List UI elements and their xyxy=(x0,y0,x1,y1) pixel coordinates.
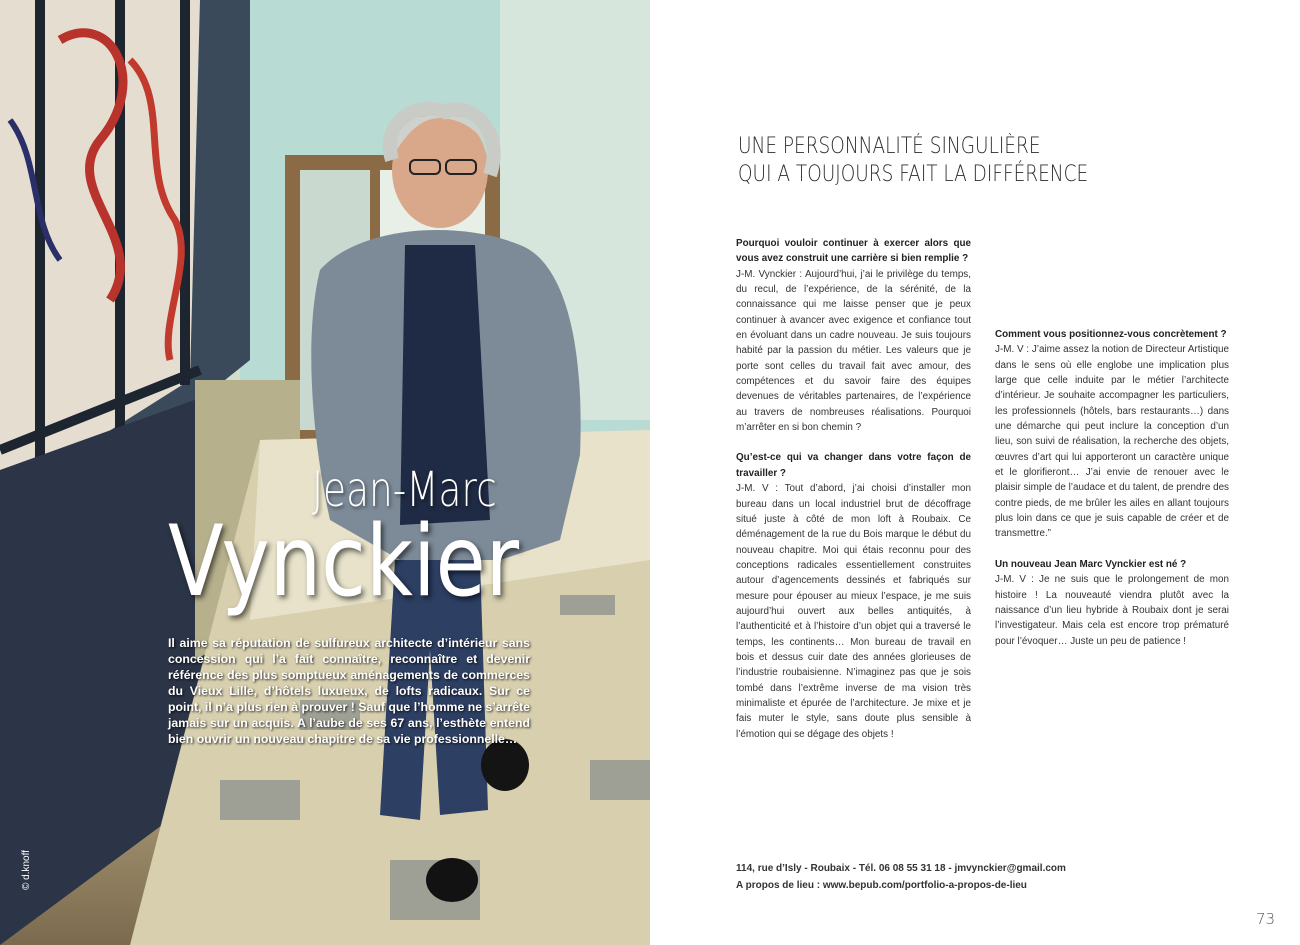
question-1: Pourquoi vouloir continuer à exercer alors que vous avez construit une carrière si bien remplie ? xyxy=(736,238,971,265)
contact-footer xyxy=(736,860,1066,894)
photo-credit: © d.knoff xyxy=(21,850,32,890)
intro-paragraph: Il aime sa réputation de sulfureux architecte d’intérieur sans concession qui l’a fait connaître, reconnaître et devenir référence des plus somptueux aménagements de commerces du Vieux Lille, d’hôtels luxueux, de lofts radicaux. Sur ce point, il n’a plus rien à prouver ! Sauf que l’homme ne s’arrête jamais sur un acquis. A l’aube de ses 67 ans, l’esthète entend bien ouvrir un nouveau chapitre de sa vie professionnelle… xyxy=(168,636,530,746)
article-heading xyxy=(738,133,1088,189)
answer-3: J-M. V : J’aime assez la notion de Directeur Artistique dans le sens où elle englobe une implication plus large que celle induite par le métier l’architecte d’intérieur. Je souhaite accompagner les particuliers, les professionnels (hôtels, bars restaurants…) dans une démarche qui peut inclure la conception d’un lieu, son suivi de réalisation, la recherche des objets, œuvres d’art qui lui apporteront un caractère unique et le glorifieront… J’ai envie de renouer avec le plaisir simple de l’audace et du talent, de prendre des contre pieds, de me brûler les ailes en allant toujours plus loin dans ce que je suis capable de créer et de transmettre.” xyxy=(995,344,1229,540)
answer-1: J-M. Vynckier : Aujourd’hui, j’ai le privilège du temps, du recul, de l’expérience, de la sérénité, de la connaissance qui me laisse penser que je peux continuer à avancer avec exigence et confiance tout en évoluant dans un cadre nouveau. Je suis toujours habité par la passion du métier. Les valeurs que je porte sont celles du travail fait avec amour, des compétences et du savoir faire des équipes devenues de véritables partenaires, de l’expérience au travers de nombreuses réalisations. Pourquoi m’arrêter en si bon chemin ? xyxy=(736,268,971,434)
article-column-right xyxy=(995,327,1229,649)
heading-line-2: QUI A TOUJOURS FAIT LA DIFFÉRENCE xyxy=(738,162,1089,187)
answer-2: J-M. V : Tout d’abord, j’ai choisi d’installer mon bureau dans un local industriel brut de décoffrage situé juste à côté de mon loft à Roubaix. Ce déménagement de la rue du Bois marque le début du nouveau chapitre. Moi qui étais reconnu pour des conceptions radicales essentiellement construites autour d’agencements dessinés et fabriqués sur mesure pour épouser au mieux l’espace, je me suis aujourd’hui ouvert aux belles antiquités, à l’authenticité et à l’histoire d’un objet qui a traversé le temps, les continents… Mon bureau de travail en bois et dessus cuir date des années glorieuses de l’industrie roubaisienne. N’imaginez pas que je sois tombé dans l’extrême inverse de ma vision très minimaliste et épurée de l’architecture. Je mixe et je fais muter le style, sans doute plus sensible à l’émotion qui se dégage des objets ! xyxy=(736,483,971,740)
website-line: A propos de lieu : www.bepub.com/portfolio-a-propos-de-lieu xyxy=(736,880,1027,891)
subject-last-name: Vynckier xyxy=(168,505,520,619)
article-column-left xyxy=(736,236,971,742)
subject-first-name: Jean-Marc xyxy=(312,462,497,518)
page-number: 73 xyxy=(1256,910,1276,928)
question-2: Qu’est-ce qui va changer dans votre façon de travailler ? xyxy=(736,452,971,479)
question-3: Comment vous positionnez-vous concrètement ? xyxy=(995,329,1227,340)
question-4: Un nouveau Jean Marc Vynckier est né ? xyxy=(995,558,1187,570)
contact-line: 114, rue d’Isly - Roubaix - Tél. 06 08 55 31 18 - jmvynckier@gmail.com xyxy=(736,863,1066,874)
answer-4: J-M. V : Je ne suis que le prolongement de mon histoire ! La nouveauté viendra plutôt avec la naissance d’un lieu hybride à Roubaix dont je serai l’investigateur. Mais cela est encore trop prématuré pour l’évoquer… Juste un peu de patience ! xyxy=(995,574,1229,647)
heading-line-1: UNE PERSONNALITÉ SINGULIÈRE xyxy=(738,134,1041,159)
